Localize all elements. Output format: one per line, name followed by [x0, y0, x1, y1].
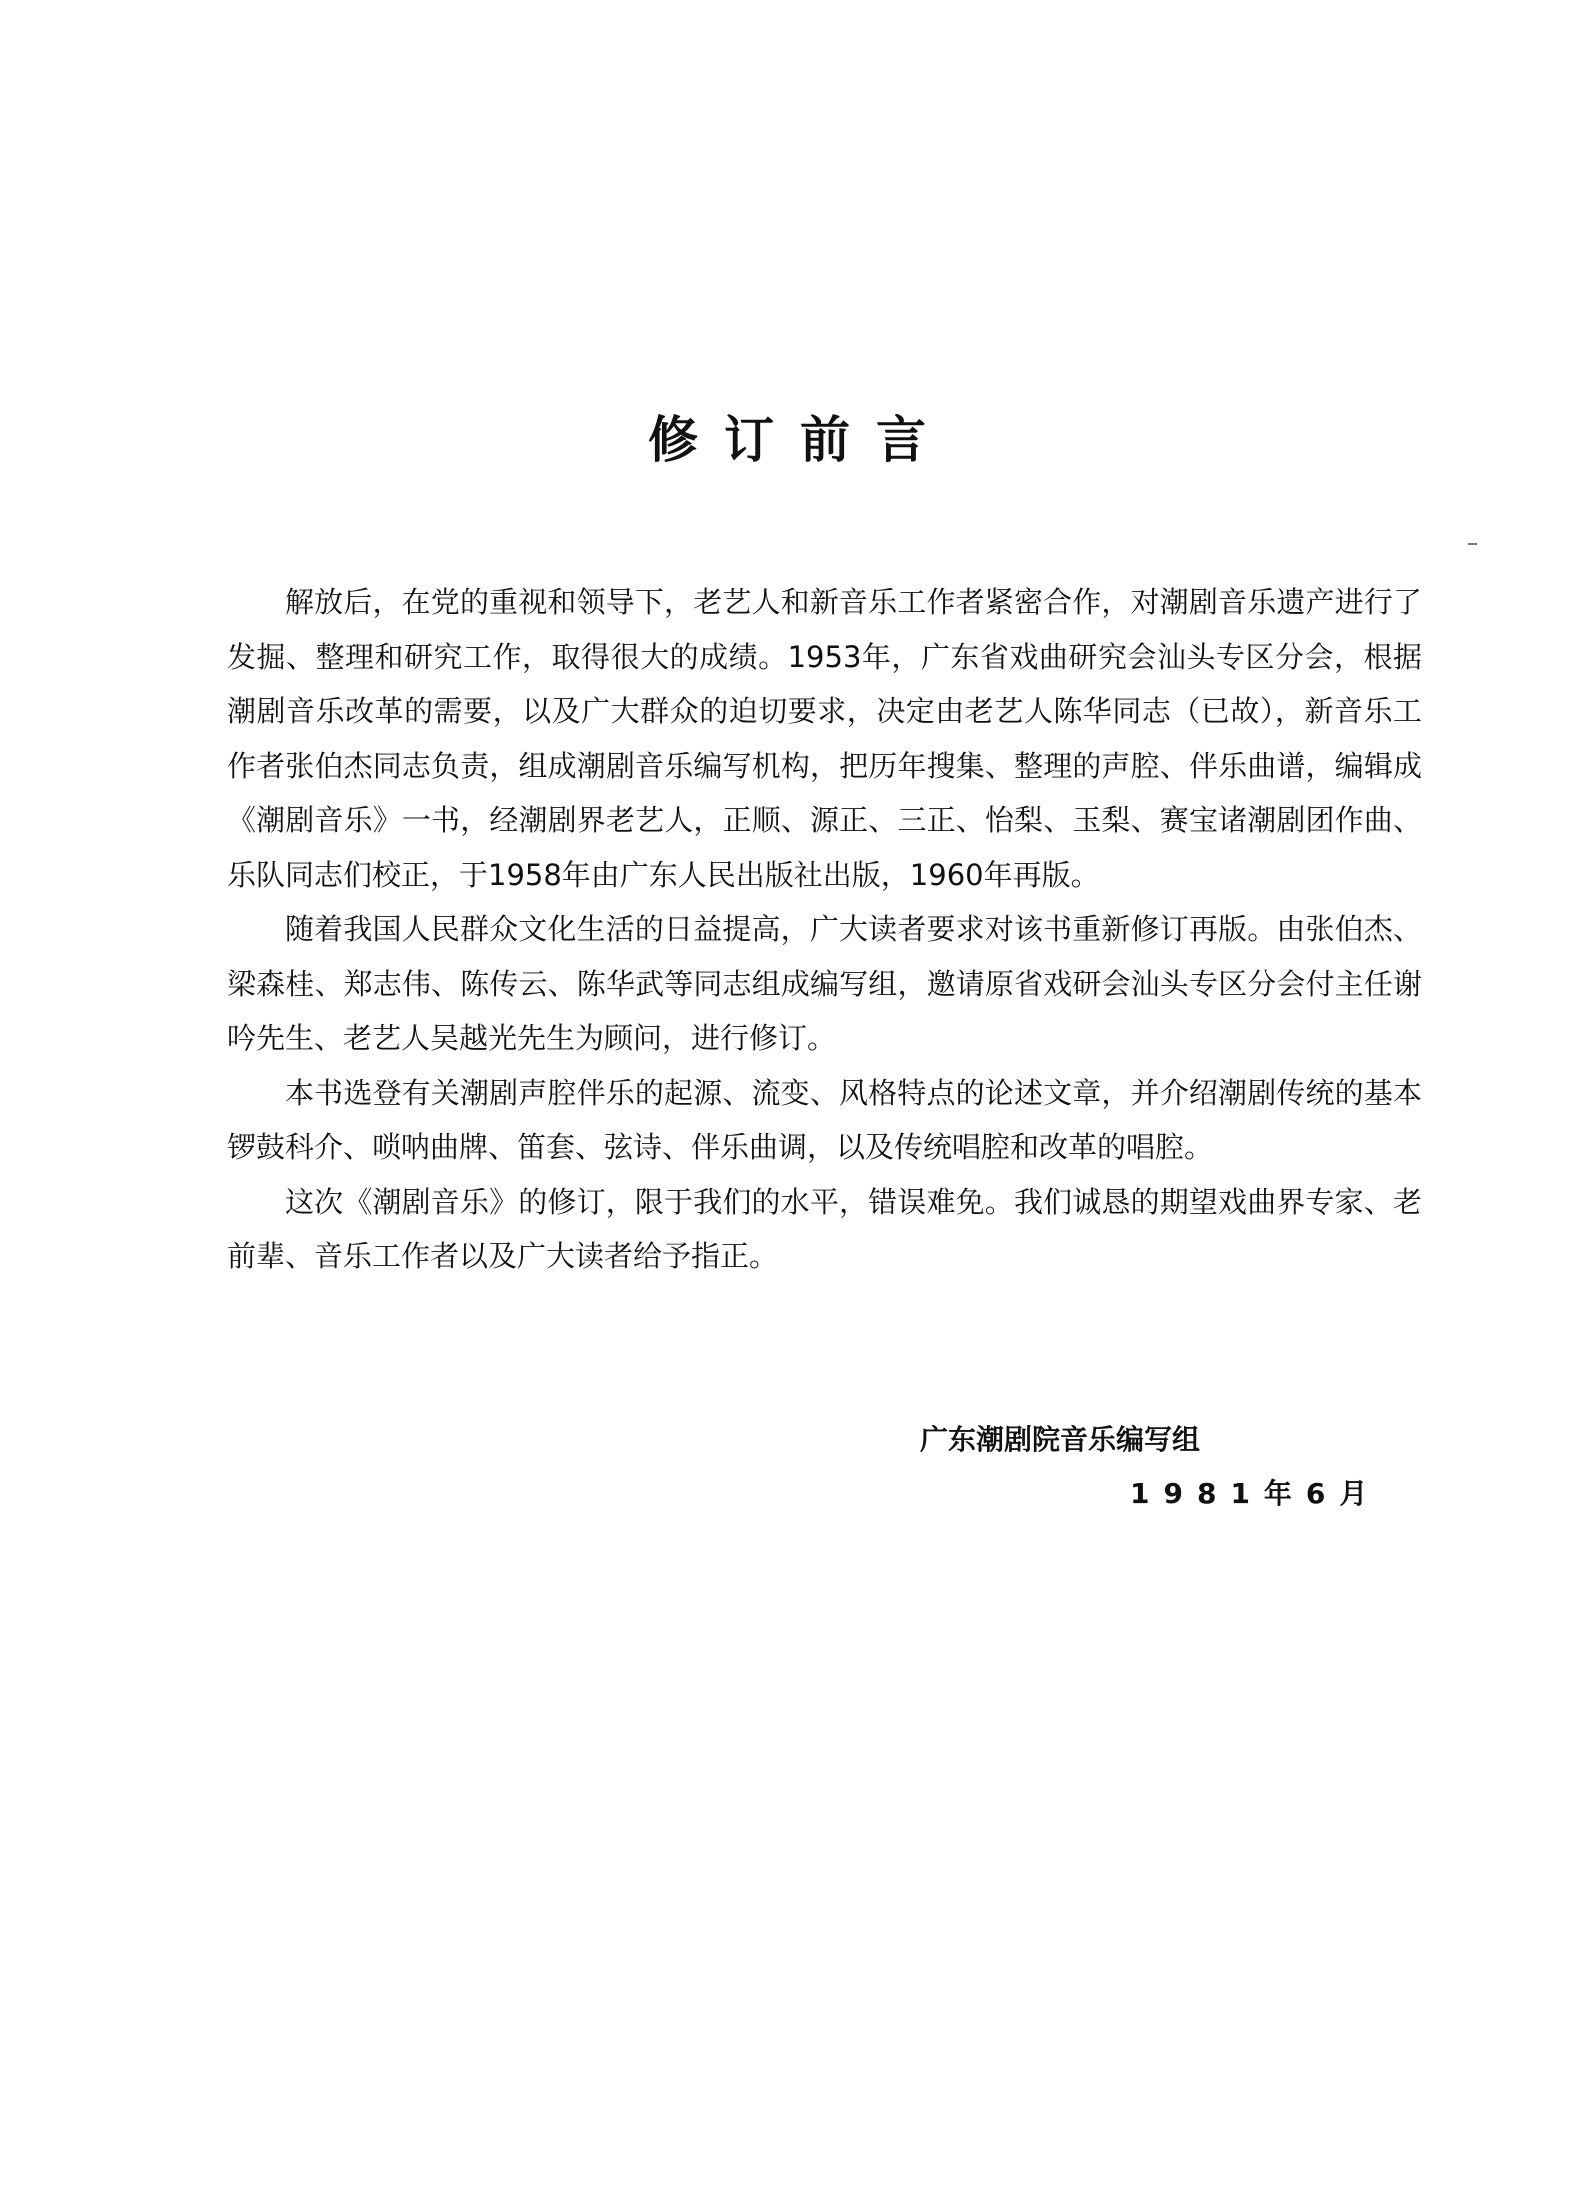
page-title: 修订前言: [648, 411, 952, 469]
signature-date: 1981年6月: [1130, 1477, 1382, 1510]
paragraph-2: 随着我国人民群众文化生活的日益提高，广大读者要求对该书重新修订再版。由张伯杰、梁森桂、郑志伟、陈传云、陈华武等同志组成编写组，邀请原省戏研会汕头专区分会付主任谢吟先生、老艺人吴越光先生为顾问，进行修订。: [227, 912, 1422, 1055]
paragraph-4: 这次《潮剧音乐》的修订，限于我们的水平，错误难免。我们诚恳的期望戏曲界专家、老前辈、音乐工作者以及广大读者给予指正。: [227, 1184, 1422, 1273]
paragraph-3: 本书选登有关潮剧声腔伴乐的起源、流变、风格特点的论述文章，并介绍潮剧传统的基本锣鼓科介、唢呐曲牌、笛套、弦诗、伴乐曲调，以及传统唱腔和改革的唱腔。: [227, 1075, 1422, 1164]
preface-body: [227, 575, 1422, 1284]
scan-artifact-mark: [1468, 543, 1477, 545]
paragraph-1: 解放后，在党的重视和领导下，老艺人和新音乐工作者紧密合作，对潮剧音乐遗产进行了发掘、整理和研究工作，取得很大的成绩。1953年，广东省戏曲研究会汕头专区分会，根据潮剧音乐改革的需要，以及广大群众的迫切要求，决定由老艺人陈华同志（已故），新音乐工作者张伯杰同志负责，组成潮剧音乐编写机构，把历年搜集、整理的声腔、伴乐曲谱，编辑成《潮剧音乐》一书，经潮剧界老艺人，正顺、源正、三正、怡梨、玉梨、赛宝诸潮剧团作曲、乐队同志们校正，于1958年由广东人民出版社出版，1960年再版。: [227, 585, 1422, 892]
signature-organization: 广东潮剧院音乐编写组: [920, 1423, 1201, 1456]
